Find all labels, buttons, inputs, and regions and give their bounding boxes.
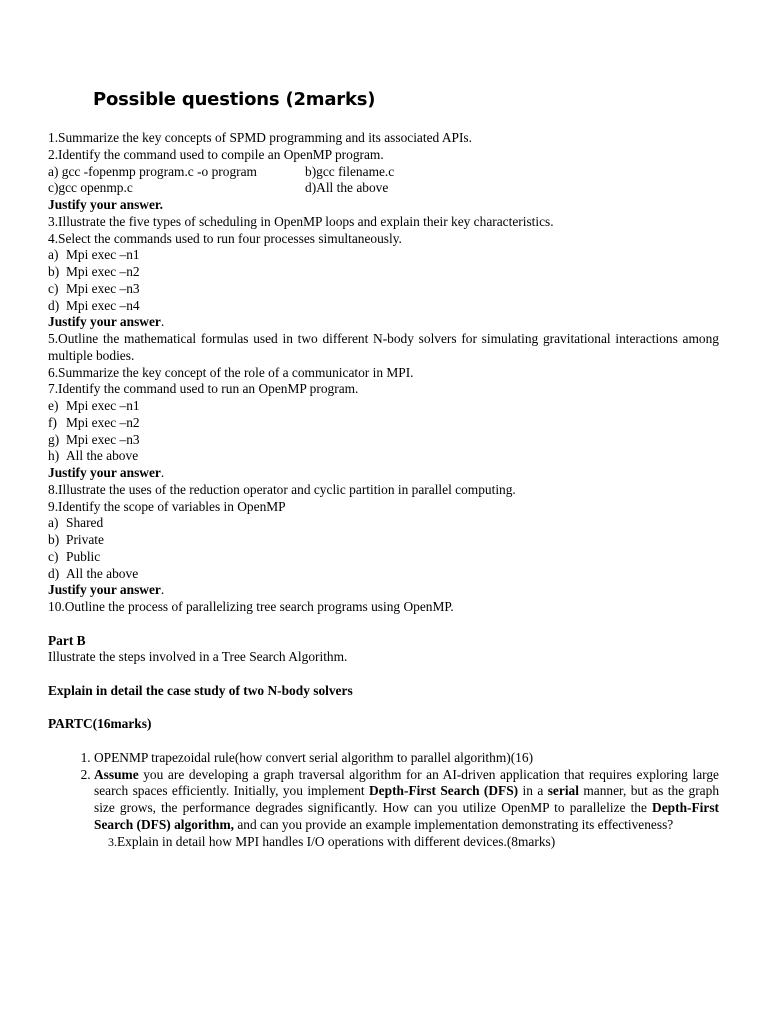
justify-answer: Justify your answer. <box>48 582 165 598</box>
question-9: 9.Identify the scope of variables in OpenMP <box>48 498 286 514</box>
option-d: d)All the above <box>305 180 389 196</box>
option-item <box>48 298 719 315</box>
option-marker: b) <box>48 532 60 547</box>
option-marker: c) <box>48 548 59 564</box>
option-marker: e) <box>48 398 59 413</box>
justify-answer: Justify your answer. <box>48 314 165 330</box>
option-marker: d) <box>48 565 60 581</box>
question-2-options-row-1 <box>48 164 719 181</box>
part-c-item-3: 3.Explain in detail how MPI handles I/O operations with different devices.(8marks) <box>108 833 556 849</box>
option-marker: d) <box>48 297 60 313</box>
question-2-options-row-2 <box>48 180 719 197</box>
question-5: 5.Outline the mathematical formulas used in two different N-body solvers for simulating gravitational interactions among multiple bodies. <box>48 331 719 363</box>
part-c-heading: PARTC(16marks) <box>48 716 152 732</box>
option-text: Mpi exec –n2 <box>66 264 140 279</box>
option-marker: c) <box>48 280 59 296</box>
question-8: 8.Illustrate the uses of the reduction operator and cyclic partition in parallel computing. <box>48 481 516 497</box>
option-item <box>48 281 719 298</box>
option-text: Mpi exec –n1 <box>66 398 140 413</box>
option-item <box>48 515 719 532</box>
option-item <box>48 448 719 465</box>
part-c-item-1: 1. OPENMP trapezoidal rule(how convert serial algorithm to parallel algorithm)(16) <box>94 750 719 767</box>
question-list <box>48 130 719 850</box>
option-text: Public <box>66 548 101 564</box>
option-text: Mpi exec –n4 <box>66 297 140 313</box>
option-a: a) gcc -fopenmp program.c -o program <box>48 163 257 179</box>
justify-answer: Justify your answer. <box>48 197 163 212</box>
question-3: 3.Illustrate the five types of scheduling in OpenMP loops and explain their key characteristics. <box>48 213 554 229</box>
option-item <box>48 532 719 549</box>
justify-answer: Justify your answer. <box>48 465 165 480</box>
option-marker: f) <box>48 414 57 430</box>
option-marker: b) <box>48 264 60 279</box>
option-item <box>48 415 719 432</box>
option-text: All the above <box>66 448 139 464</box>
option-item <box>48 549 719 566</box>
part-c-list <box>48 750 719 834</box>
part-b-question-1: Illustrate the steps involved in a Tree Search Algorithm. <box>48 649 348 665</box>
option-text: Private <box>66 532 104 547</box>
option-marker: a) <box>48 515 59 531</box>
option-text: Mpi exec –n2 <box>66 414 140 430</box>
question-1: 1.Summarize the key concepts of SPMD programming and its associated APIs. <box>48 130 472 145</box>
option-text: Mpi exec –n1 <box>66 247 140 263</box>
page-title: Possible questions (2marks) <box>93 89 376 110</box>
option-item <box>48 247 719 264</box>
option-text: All the above <box>66 565 139 581</box>
question-2: 2.Identify the command used to compile an OpenMP program. <box>48 146 384 162</box>
option-b: b)gcc filename.c <box>305 163 395 179</box>
option-item <box>48 432 719 449</box>
part-b-question-2: Explain in detail the case study of two N-body solvers <box>48 682 353 698</box>
option-marker: g) <box>48 431 60 447</box>
option-marker: a) <box>48 247 59 263</box>
option-item <box>48 264 719 281</box>
question-7: 7.Identify the command used to run an OpenMP program. <box>48 381 359 397</box>
part-b-heading: Part B <box>48 632 86 648</box>
question-6: 6.Summarize the key concept of the role of a communicator in MPI. <box>48 364 414 380</box>
option-text: Mpi exec –n3 <box>66 431 140 447</box>
option-item <box>48 566 719 583</box>
option-text: Mpi exec –n3 <box>66 280 140 296</box>
question-10: 10.Outline the process of parallelizing tree search programs using OpenMP. <box>48 599 454 614</box>
option-marker: h) <box>48 448 60 464</box>
option-item <box>48 398 719 415</box>
option-text: Shared <box>66 515 104 531</box>
part-c-item-2: 2. Assume you are developing a graph traversal algorithm for an AI-driven application that requires exploring large search spaces efficiently. Initially, you implement Depth-First Search (DFS) in a serial manner, but as the graph size grows, the performance degrades significantly. How can you utilize OpenMP to parallelize the Depth-First Search (DFS) algorithm, and can you provide an example implementation demonstrating its effectiveness? <box>94 767 719 834</box>
question-4: 4.Select the commands used to run four processes simultaneously. <box>48 230 402 246</box>
option-c: c)gcc openmp.c <box>48 180 133 196</box>
